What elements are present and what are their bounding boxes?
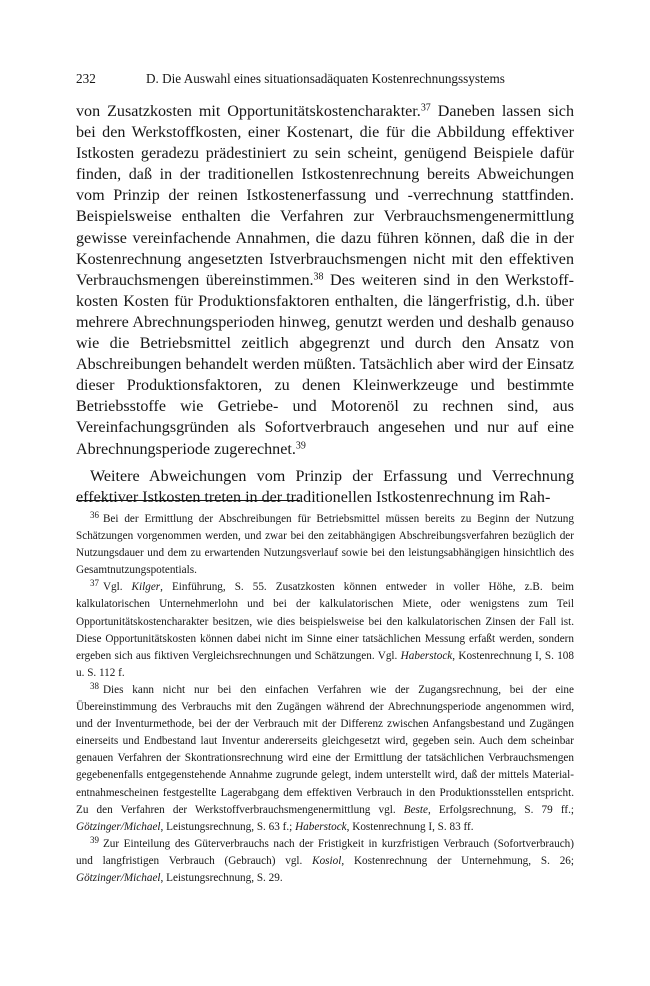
footnote-text: , Leistungsrechnung, S. 29. [160, 871, 283, 884]
footnote-number: 37 [90, 578, 99, 589]
footnote-number: 38 [90, 680, 99, 691]
author-name: Beste [403, 803, 428, 816]
paragraph [76, 101, 574, 460]
page-number: 232 [76, 71, 96, 86]
footnote-text: Vgl. [102, 581, 132, 594]
text-segment: Des weiteren sind in den Werkstoffkosten Kosten für Produktionsfaktoren enthalten, die längerfristig, d.h. über mehrere Abrechnungsperioden hinweg, genutzt werden und deshalb genauso wie die Betriebsmittel zeitlich abgegrenzt und durch den Ansatz von Abschreibungen behandelt werden müßten. Tatsächlich aber wird der Einsatz dieser Produktionsfaktoren, zu denen Kleinwerkzeuge und bestimmte Betriebsstoffe wie Getriebe- und Motorenöl zu rechnen sind, aus Vereinfachungsgründen als Sofortverbrauch angesehen und nur auf eine Abrechnungsperiode zugerechnet. [76, 271, 574, 458]
author-name: Haberstock [400, 649, 453, 662]
paragraph: Weitere Abweichungen vom Prinzip der Erfassung und Verrechnung effektiver Istkosten treten in der traditionellen Istkostenrechnung im Rah- [76, 467, 574, 506]
author-name: Götzinger/Michael [76, 871, 161, 884]
author-name: Götzinger/Michael [76, 820, 161, 833]
text-segment: Daneben lassen sich bei den Werkstoffkosten, einer Kostenart, die für die Abbildung effektiver Istkosten geradezu prädestiniert zu sein scheint, genügend Beispiele dafür finden, daß in der traditionellen Istkostenrechnung bereits Abweichungen vom Prinzip der reinen Istkostenerfassung und -verrechnung stattfinden. Beispielsweise enthalten die Verfahren zur Verbrauchsmengenermittlung gewisse vereinfachende Annahmen, die dazu führen können, daß die in der Kostenrechnung angesetzten Istverbrauchsmengen nicht mit den effektiven Verbrauchsmengen übereinstimmen. [76, 103, 574, 289]
footnote-ref[interactable]: 38 [313, 271, 324, 283]
footnote-text: , Erfolgsrechnung, S. 79 ff.; [427, 803, 574, 816]
author-name: Kosiol [312, 854, 342, 867]
author-name: Haberstock [295, 820, 347, 833]
footnote [76, 682, 574, 836]
footnote-separator [76, 500, 300, 501]
footnote-text: , Kostenrechnung der Unternehmung, S. 26; [341, 854, 574, 867]
footnote-text: , Kostenrechnung I, S. 83 ff. [346, 820, 474, 833]
footnote-ref[interactable]: 39 [295, 440, 306, 452]
footnote-text: , Leistungsrechnung, S. 63 f.; [160, 820, 296, 833]
footnote-text: Dies kann nicht nur bei den einfachen Verfahren wie der Zugangsrechnung, bei der eine Übereinstimmung des Verbrauchs mit den Zugängen während der Abrechnungsperiode angenommen wird, und der Inventurmethode, bei der der Verbrauch mit der Differenz zwischen Anfangsbestand und Zugängen einerseits und Endbestand laut Inventur andererseits gleichgesetzt wird, gegeben sein. Auch dem scheinbar genauen Verfahren der Skontrationsrechnung wird eine der Ermittlung der tatsächlichen Verbrauchsmengen gegebenenfalls entgegenstehende Annahme zugrunde gelegt, indem unterstellt wird, daß der mittels Materialentnahmescheinen festgestellte Lagerabgang dem effektiven Verbrauch in den Produktionsstellen entspricht. Zu den Verfahren der Werkstoffverbrauchsmengenermittlung vgl. [76, 683, 574, 816]
footnote-number: 39 [90, 834, 99, 845]
footnote-text: , Kostenrechnung I, S. 108 u. S. 112 f. [76, 649, 574, 679]
author-name: Kilger [131, 581, 161, 594]
footnote [76, 511, 574, 579]
running-header [76, 71, 576, 87]
footnote-number: 36 [90, 509, 99, 520]
footnote-text: Bei der Ermittlung der Abschreibungen für Betriebsmittel müssen bereits zu Beginn der Nutzung Schätzungen vorgenommen werden, und zwar bei den zeitabhängigen Abschreibungsverfahren bezüglich der Nutzungsdauer und dem zu erwartenden Nutzungsverlauf sowie bei den leistungsabhängigen hinsichtlich des Gesamtnutzungspotentials. [76, 513, 574, 577]
text-segment: von Zusatzkosten mit Opportunitätskostencharakter. [76, 103, 421, 120]
footnote [76, 836, 574, 887]
footnote [76, 579, 574, 682]
main-text [76, 101, 574, 508]
footnote-text: , Einführung, S. 55. Zusatzkosten können entweder in voller Höhe, z.B. beim kalkulatorischen Unternehmerlohn und bei der kalkulatorischen Miete, oder wenigstens zum Teil Opportunitätskostencharakter besitzen, wie dies beispielsweise bei den kalkulatorischen Zinsen der Fall ist. Diese Opportunitätskosten können dabei nicht im Sinne einer tatsächlichen Messung erfaßt werden, sondern ergeben sich aus fiktiven Vergleichsrechnungen und Schätzungen. Vgl. [76, 581, 574, 662]
running-title: D. Die Auswahl eines situationsadäquaten Kostenrechnungssystems [146, 71, 505, 86]
footnotes [76, 511, 574, 887]
footnote-ref[interactable]: 37 [420, 102, 431, 114]
footnote-text: Zur Einteilung des Güterverbrauchs nach der Fristigkeit in kurzfristigen Verbrauch (Sofortverbrauch) und langfristigen Verbrauch (Gebrauch) vgl. [76, 837, 574, 867]
